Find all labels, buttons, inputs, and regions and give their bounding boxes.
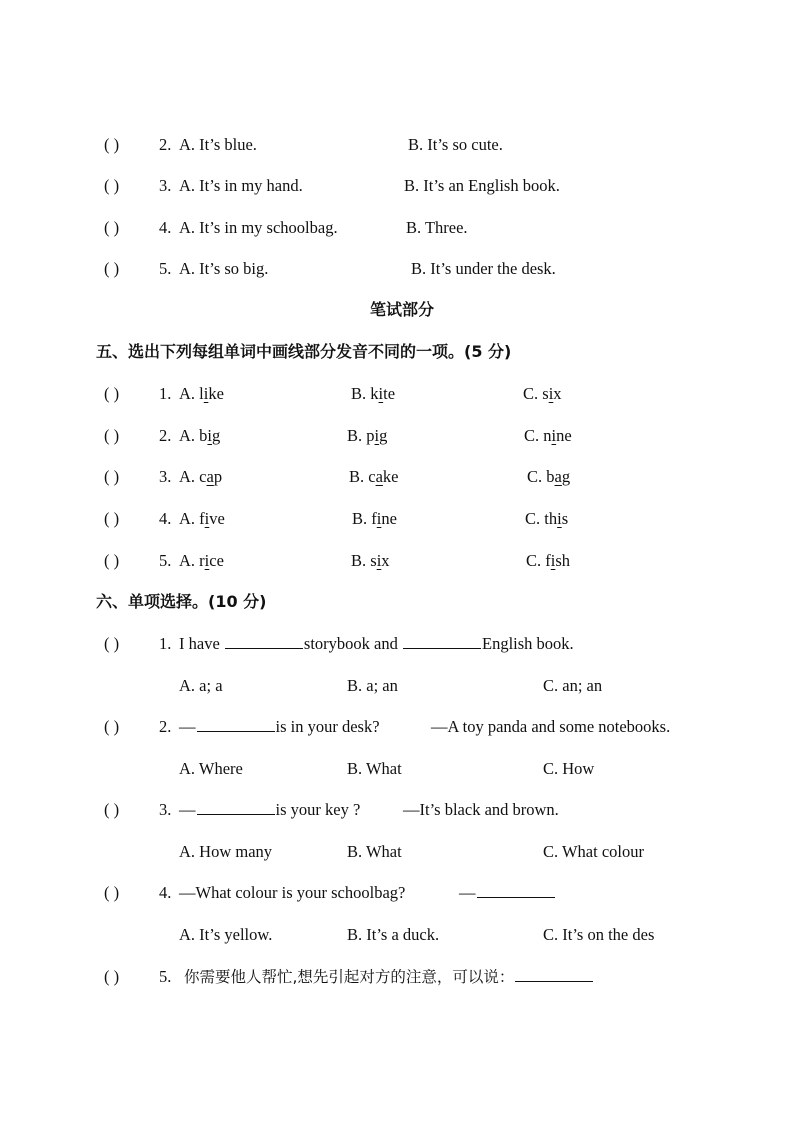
answer-paren: ( ) (104, 135, 120, 154)
option-a: A. five (179, 509, 225, 528)
answer-paren: ( ) (104, 717, 120, 736)
option-c: C. an; an (543, 676, 603, 695)
question-number: 4. (159, 883, 172, 902)
answer-paren: ( ) (104, 883, 120, 902)
option-b: B. It’s so cute. (408, 135, 503, 154)
option-c: C. It’s on the des (543, 925, 655, 944)
question-stem: — is in your desk? (179, 717, 380, 736)
question-reply: — (459, 883, 556, 903)
option-b: B. cake (349, 467, 399, 486)
answer-paren: ( ) (104, 800, 120, 819)
option-a: A. rice (179, 551, 224, 570)
written-section-title: 笔试部分 (370, 300, 435, 319)
question-number: 5. (159, 551, 172, 570)
question-stem: 你需要他人帮忙,想先引起对方的注意，可以说： (184, 967, 594, 987)
answer-blank[interactable] (515, 967, 593, 982)
answer-paren: ( ) (104, 509, 120, 528)
answer-paren: ( ) (104, 634, 120, 653)
question-reply: —It’s black and brown. (403, 800, 559, 819)
option-b: B. What (347, 759, 402, 778)
question-number: 4. (159, 509, 172, 528)
option-b: B. kite (351, 384, 396, 403)
option-a: A. It’s yellow. (179, 925, 273, 944)
question-number: 2. (159, 426, 172, 445)
answer-paren: ( ) (104, 218, 120, 237)
option-a: A. a; a (179, 676, 223, 695)
question-stem: — is your key ? (179, 800, 361, 819)
option-a: A. Where (179, 759, 243, 778)
question-number: 1. (159, 634, 172, 653)
option-b: B. pig (347, 426, 388, 445)
answer-paren: ( ) (104, 384, 120, 403)
option-c: C. bag (527, 467, 571, 486)
option-a: A. like (179, 384, 224, 403)
question-number: 3. (159, 800, 172, 819)
answer-blank[interactable] (403, 634, 481, 649)
question-stem: I have storybook and English book. (179, 634, 574, 653)
option-a: A. It’s blue. (179, 135, 257, 154)
question-stem: —What colour is your schoolbag? (179, 883, 406, 902)
answer-blank[interactable] (197, 800, 275, 815)
option-b: B. a; an (347, 676, 398, 695)
section5-title: 五、选出下列每组单词中画线部分发音不同的一项。(5 分) (96, 342, 512, 361)
option-c: C. How (543, 759, 595, 778)
answer-paren: ( ) (104, 176, 120, 195)
answer-blank[interactable] (477, 883, 555, 898)
option-b: B. Three. (406, 218, 468, 237)
question-number: 2. (159, 717, 172, 736)
question-number: 5. (159, 967, 172, 986)
answer-blank[interactable] (225, 634, 303, 649)
option-a: A. It’s in my hand. (179, 176, 303, 195)
option-c: C. What colour (543, 842, 644, 861)
answer-paren: ( ) (104, 551, 120, 570)
option-a: A. It’s so big. (179, 259, 269, 278)
answer-paren: ( ) (104, 467, 120, 486)
question-number: 1. (159, 384, 172, 403)
option-a: A. It’s in my schoolbag. (179, 218, 338, 237)
option-c: C. nine (524, 426, 572, 445)
question-number: 5. (159, 259, 172, 278)
answer-paren: ( ) (104, 259, 120, 278)
option-b: B. It’s an English book. (404, 176, 560, 195)
question-number: 4. (159, 218, 172, 237)
option-a: A. How many (179, 842, 273, 861)
option-c: C. fish (526, 551, 571, 570)
option-b: B. fine (352, 509, 397, 528)
option-b: B. six (351, 551, 390, 570)
option-b: B. What (347, 842, 402, 861)
option-b: B. It’s under the desk. (411, 259, 556, 278)
answer-paren: ( ) (104, 426, 120, 445)
question-reply: —A toy panda and some notebooks. (431, 717, 671, 736)
option-c: C. six (523, 384, 562, 403)
question-number: 2. (159, 135, 172, 154)
answer-blank[interactable] (197, 717, 275, 732)
option-c: C. this (525, 509, 569, 528)
option-a: A. cap (179, 467, 223, 486)
question-number: 3. (159, 467, 172, 486)
question-number: 3. (159, 176, 172, 195)
option-a: A. big (179, 426, 221, 445)
section6-title: 六、单项选择。(10 分) (96, 592, 267, 611)
option-b: B. It’s a duck. (347, 925, 440, 944)
answer-paren: ( ) (104, 967, 120, 986)
